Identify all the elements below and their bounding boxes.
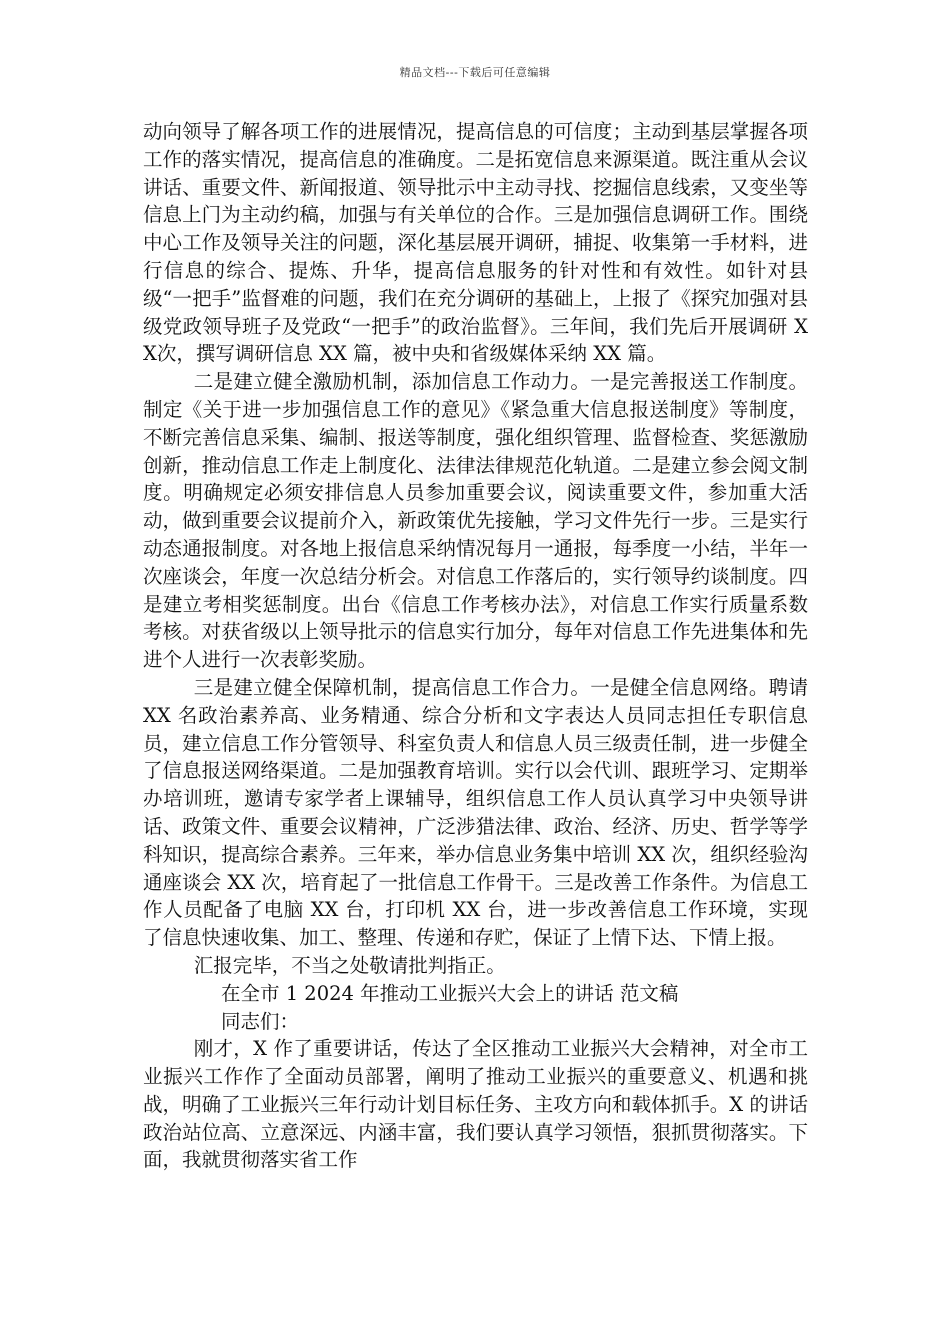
paragraph-2: 二是建立健全激励机制，添加信息工作动力。一是完善报送工作制度。制定《关于进一步加强信息工作的意见》《紧急重大信息报送制度》等制度，不断完善信息采集、编制、报送等制度，强化组织管理、监督检查、奖惩激励创新，推动信息工作走上制度化、法律法律规范化轨道。二是建立参会阅文制度。明确规定必须安排信息人员参加重要会议，阅读重要文件，参加重大活动，做到重要会议提前介入，新政策优先接触，学习文件先行一步。三是实行动态通报制度。对各地上报信息采纳情况每月一通报，每季度一小结，半年一次座谈会，年度一次总结分析会。对信息工作落后的，实行领导约谈制度。四是建立考相奖惩制度。出台《信息工作考核办法》，对信息工作实行质量系数考核。对获省级以上领导批示的信息实行加分，每年对信息工作先进集体和先进个人进行一次表彰奖励。: [143, 370, 808, 672]
paragraph-4: 汇报完毕，不当之处敬请批判指正。: [193, 953, 506, 977]
document-body: [143, 118, 808, 1174]
page-header: 精品文档---下载后可任意编辑: [399, 66, 551, 79]
paragraph-5: 刚才，X 作了重要讲话，传达了全区推动工业振兴大会精神，对全市工业振兴工作作了全面动员部署，阐明了推动工业振兴的重要意义、机遇和挑战，明确了工业振兴三年行动计划目标任务、主攻方向和载体抓手。X 的讲话政治站位高、立意深远、内涵丰富，我们要认真学习领悟，狠抓贯彻落实。下面，我就贯彻落实省工作: [143, 1037, 808, 1172]
speech-title: 在全市 1 2024 年推动工业振兴大会上的讲话 范文稿: [221, 981, 679, 1005]
paragraph-3: 三是建立健全保障机制，提高信息工作合力。一是健全信息网络。聘请 XX 名政治素养高、业务精通、综合分析和文字表达人员同志担任专职信息员，建立信息工作分管领导、科室负责人和信息人员三级责任制，进一步健全了信息报送网络渠道。二是加强教育培训。实行以会代训、跟班学习、定期举办培训班，邀请专家学者上课辅导，组织信息工作人员认真学习中央领导讲话、政策文件、重要会议精神，广泛涉猎法律、政治、经济、历史、哲学等学科知识，提高综合素养。三年来，举办信息业务集中培训 XX 次，组织经验沟通座谈会 XX 次，培育起了一批信息工作骨干。三是改善工作条件。为信息工作人员配备了电脑 XX 台，打印机 XX 台，进一步改善信息工作环境，实现了信息快速收集、加工、整理、传递和存贮，保证了上情下达、下情上报。: [143, 675, 808, 950]
speech-greeting: 同志们：: [221, 1009, 300, 1033]
paragraph-1: 动向领导了解各项工作的进展情况，提高信息的可信度；主动到基层掌握各项工作的落实情况，提高信息的准确度。二是拓宽信息来源渠道。既注重从会议讲话、重要文件、新闻报道、领导批示中主动寻找、挖掘信息线索，又变坐等信息上门为主动约稿，加强与有关单位的合作。三是加强信息调研工作。围绕中心工作及领导关注的问题，深化基层展开调研，捕捉、收集第一手材料，进行信息的综合、提炼、升华，提高信息服务的针对性和有效性。如针对县级“一把手”监督难的问题，我们在充分调研的基础上，上报了《探究加强对县级党政领导班子及党政“一把手”的政治监督》。三年间，我们先后开展调研 XX次，撰写调研信息 XX 篇，被中央和省级媒体采纳 XX 篇。: [143, 120, 808, 366]
